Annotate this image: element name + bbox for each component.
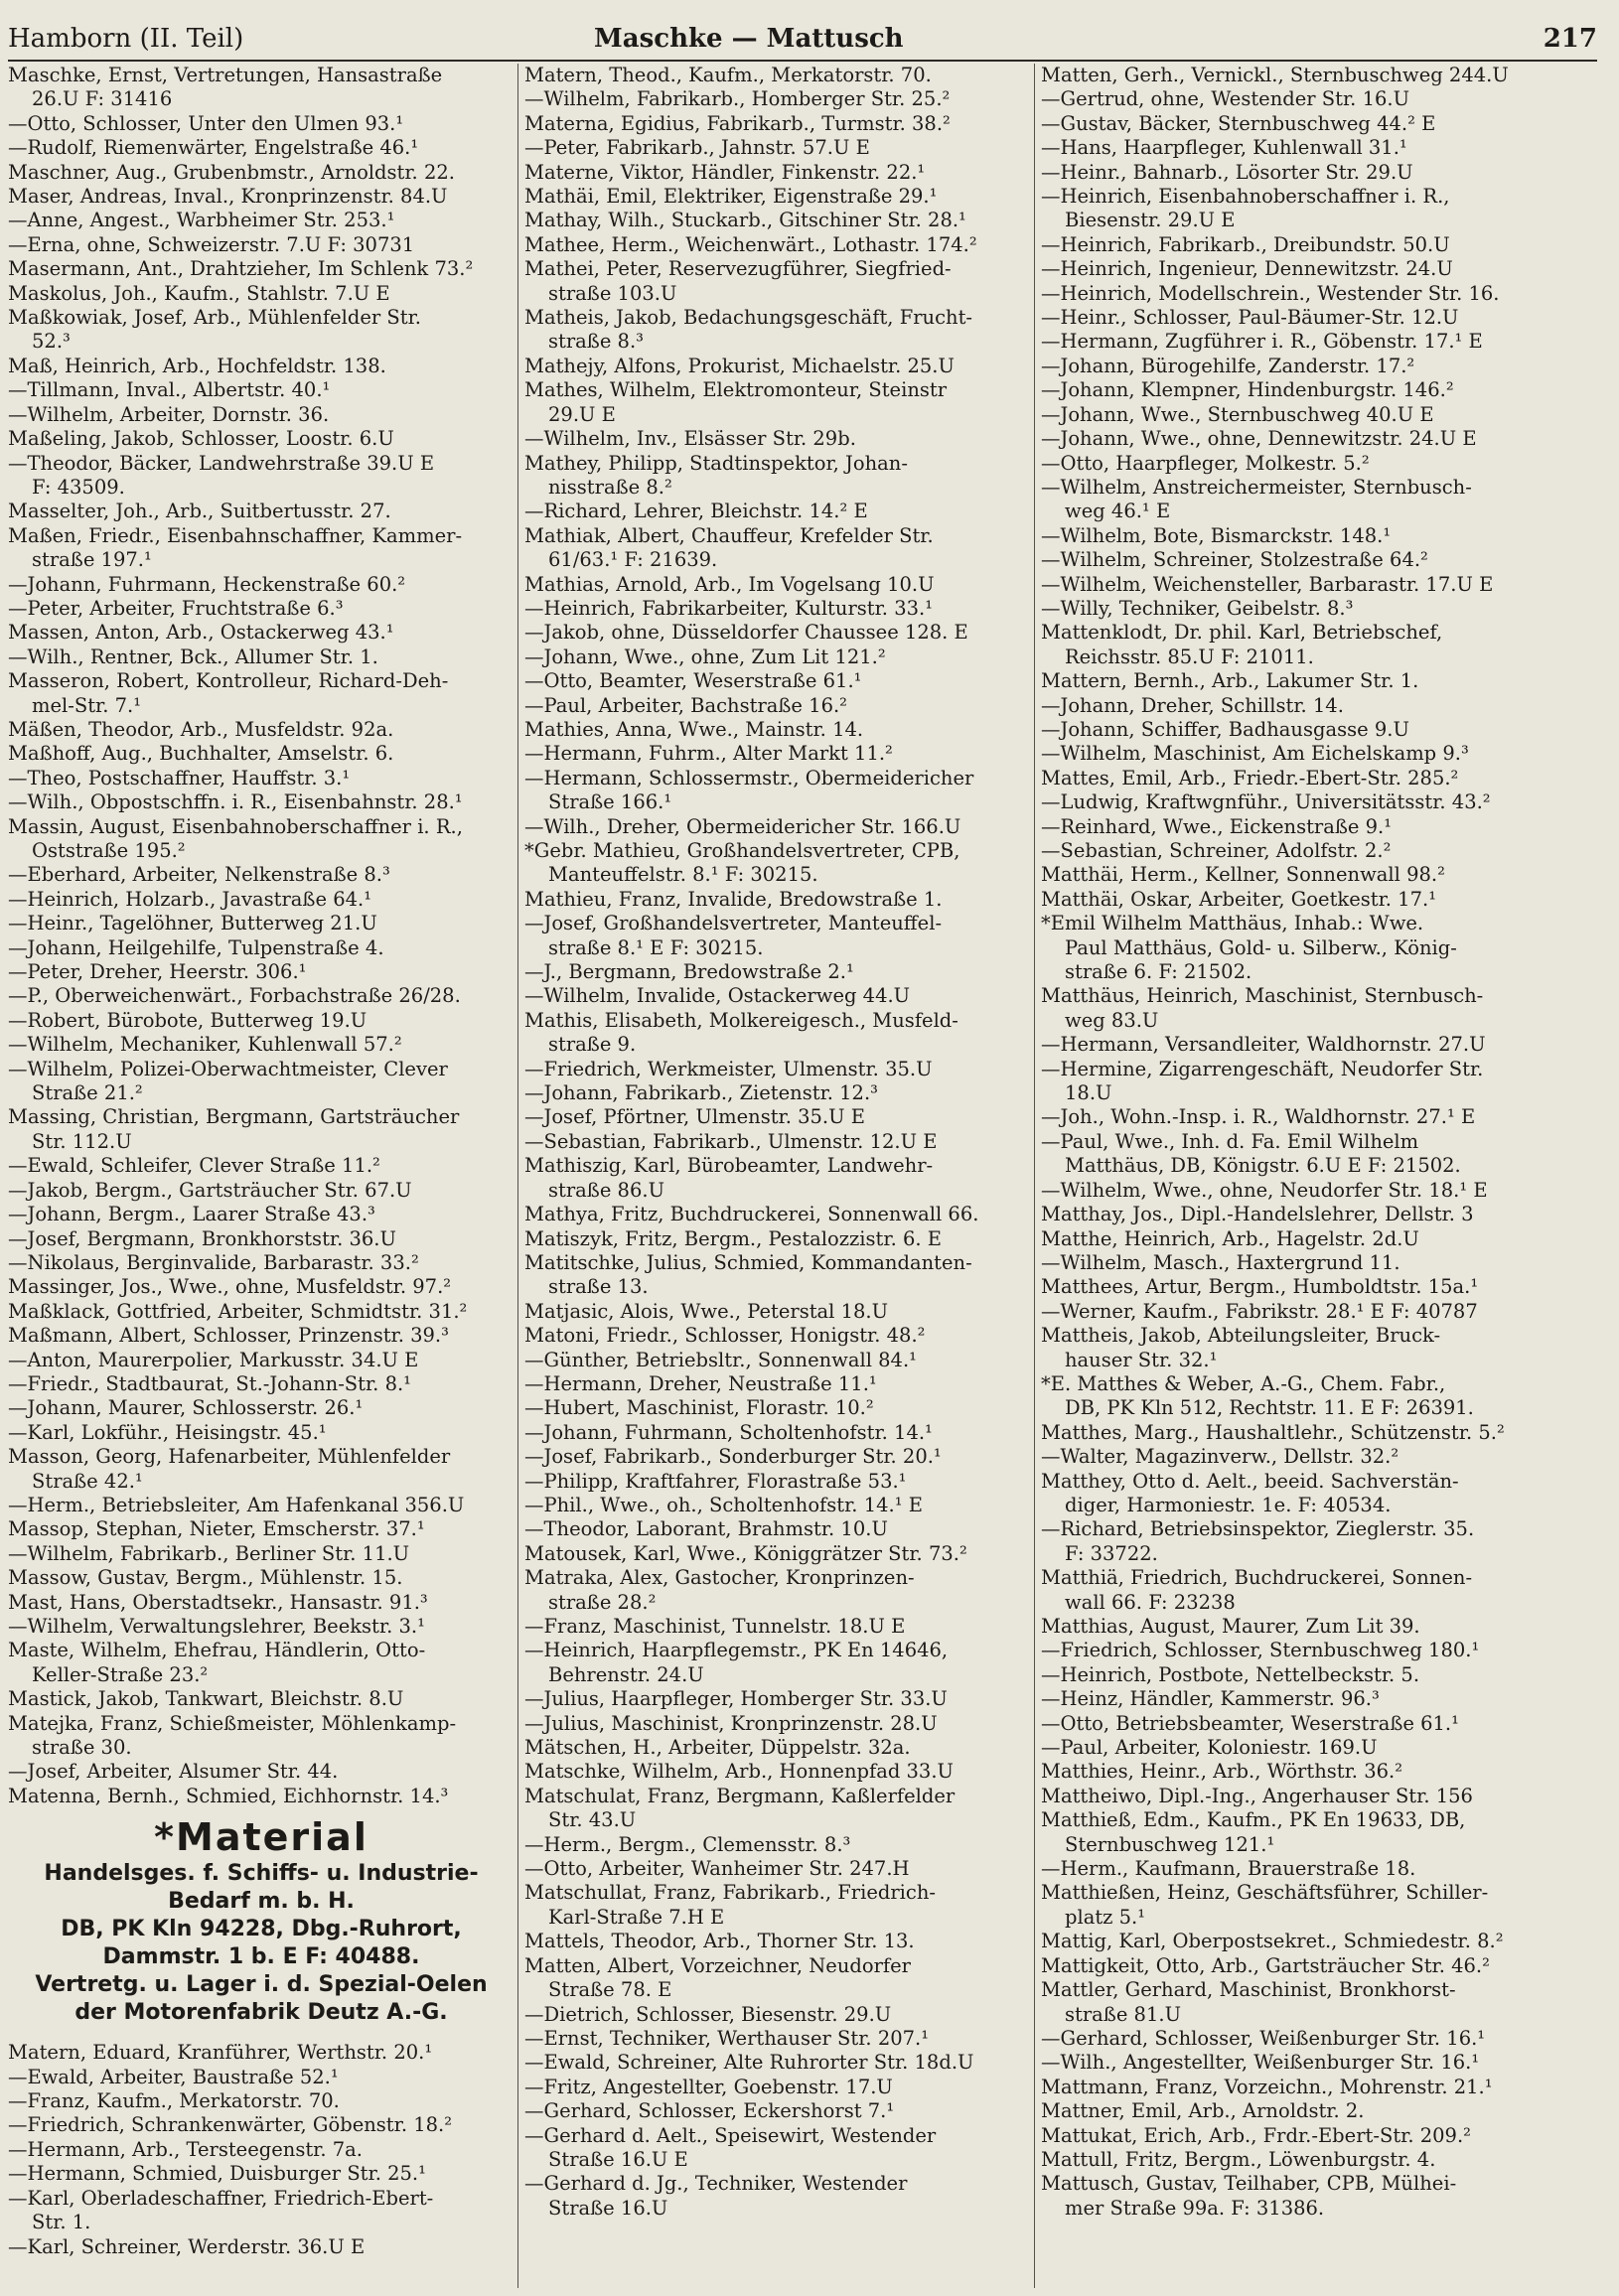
directory-entry: —Ewald, Schleifer, Clever Straße 11.²: [8, 1154, 380, 1178]
directory-entry: —Nikolaus, Berginvalide, Barbarastr. 33.²: [8, 1250, 419, 1274]
directory-entry: Matthay, Jos., Dipl.-Handelslehrer, Dellstr. 3: [1041, 1203, 1474, 1226]
directory-entry: —Josef, Fabrikarb., Sonderburger Str. 20.¹: [524, 1445, 942, 1469]
directory-entry: —Gustav, Bäcker, Sternbuschweg 44.² E: [1041, 111, 1436, 135]
directory-entry: straße 197.¹: [32, 548, 152, 572]
column-2: [524, 64, 1031, 2288]
directory-entry: mel-Str. 7.¹: [32, 693, 142, 717]
directory-entry: Matern, Theod., Kaufm., Merkatorstr. 70.: [524, 64, 932, 86]
directory-entry: —Otto, Beamter, Weserstraße 61.¹: [524, 669, 862, 693]
directory-entry: Mathiszig, Karl, Bürobeamter, Landwehr-: [524, 1154, 934, 1178]
directory-entry: —Theodor, Laborant, Brahmstr. 10.U: [524, 1517, 888, 1541]
directory-entry: —Dietrich, Schlosser, Biesenstr. 29.U: [524, 2002, 892, 2026]
directory-entry: —Otto, Betriebsbeamter, Weserstraße 61.¹: [1041, 1711, 1459, 1735]
directory-entry: wall 66. F: 23238: [1065, 1590, 1236, 1614]
directory-entry: Mathey, Philipp, Stadtinspektor, Johan-: [524, 451, 908, 475]
directory-entry: —Friedr., Stadtbaurat, St.-Johann-Str. 8.¹: [8, 1371, 411, 1395]
directory-entry: —Johann, Maurer, Schlosserstr. 26.¹: [8, 1396, 364, 1420]
directory-entry: Masermann, Ant., Drahtzieher, Im Schlenk 73.²: [8, 257, 474, 281]
directory-entry: —Wilhelm, Verwaltungslehrer, Beekstr. 3.¹: [8, 1615, 425, 1638]
directory-entry: —Sebastian, Fabrikarb., Ulmenstr. 12.U E: [524, 1129, 938, 1153]
directory-entry: —Heinr., Bahnarb., Lösorter Str. 29.U: [1041, 160, 1413, 184]
directory-entry: Matraka, Alex, Gastocher, Kronprinzen-: [524, 1566, 915, 1590]
advertisement-title: *Material: [154, 1815, 368, 1860]
directory-entry: —Josef, Großhandelsvertreter, Manteuffel-: [524, 912, 943, 935]
directory-entry: —Philipp, Kraftfahrer, Florastraße 53.¹: [524, 1469, 907, 1493]
directory-entry: —Franz, Maschinist, Tunnelstr. 18.U E: [524, 1615, 906, 1638]
directory-entry: Str. 43.U: [548, 1808, 637, 1832]
directory-entry: —Heinrich, Fabrikarbeiter, Kulturstr. 33.¹: [524, 596, 934, 620]
directory-entry: Mattheis, Jakob, Abteilungsleiter, Bruck-: [1041, 1324, 1441, 1348]
directory-entry: —Wilh., Obpostschffn. i. R., Eisenbahnstr. 28.¹: [8, 790, 463, 814]
section-title: Hamborn (II. Teil): [8, 24, 244, 54]
directory-entry: —Karl, Lokführ., Heisingstr. 45.¹: [8, 1420, 327, 1444]
directory-entry: Mattels, Theodor, Arb., Thorner Str. 13.: [524, 1930, 915, 1953]
directory-entry: Mathya, Fritz, Buchdruckerei, Sonnenwall 66.: [524, 1203, 979, 1226]
directory-entry: —Ernst, Techniker, Werthauser Str. 207.¹: [524, 2026, 930, 2050]
directory-entry: —Gerhard, Schlosser, Weißenburger Str. 16.¹: [1041, 2026, 1486, 2050]
directory-entry: Straße 166.¹: [548, 790, 672, 814]
directory-entry: Mathiak, Albert, Chauffeur, Krefelder Str.: [524, 523, 934, 547]
directory-entry: Keller-Straße 23.²: [32, 1662, 209, 1686]
directory-entry: Matthießen, Heinz, Geschäftsführer, Schiller-: [1041, 1881, 1489, 1905]
directory-entry: Manteuffelstr. 8.¹ F: 30215.: [548, 863, 818, 887]
directory-entry: Reichsstr. 85.U F: 21011.: [1065, 645, 1314, 668]
directory-entry: Mathei, Peter, Reservezugführer, Siegfried-: [524, 257, 952, 281]
directory-entry: —Günther, Betriebsltr., Sonnenwall 84.¹: [524, 1348, 917, 1371]
directory-entry: Straße 16.U E: [548, 2147, 688, 2171]
directory-entry: —Wilh., Rentner, Bck., Allumer Str. 1.: [8, 645, 378, 668]
directory-entry: platz 5.¹: [1065, 1905, 1146, 1929]
directory-entry: —Reinhard, Wwe., Eickenstraße 9.¹: [1041, 814, 1393, 838]
directory-entry: —Anne, Angest., Warbheimer Str. 253.¹: [8, 209, 395, 232]
directory-entry: Matousek, Karl, Wwe., Königgrätzer Str. 73.²: [524, 1541, 967, 1565]
directory-entry: straße 28.²: [548, 1590, 657, 1614]
directory-entry: Matthias, August, Maurer, Zum Lit 39.: [1041, 1615, 1420, 1638]
directory-entry: Mattukat, Erich, Arb., Frdr.-Ebert-Str. 209.²: [1041, 2123, 1471, 2147]
directory-entry: —Heinz, Händler, Kammerstr. 96.³: [1041, 1687, 1380, 1711]
directory-entry: straße 103.U: [548, 281, 677, 305]
directory-entry: —Johann, Bergm., Laarer Straße 43.³: [8, 1203, 375, 1226]
directory-entry: —Peter, Fabrikarb., Jahnstr. 57.U E: [524, 136, 870, 160]
directory-entry: —Phil., Wwe., oh., Scholtenhofstr. 14.¹ E: [524, 1493, 923, 1516]
directory-entry: Matten, Albert, Vorzeichner, Neudorfer: [524, 1953, 912, 1977]
directory-entry: straße 6. F: 21502.: [1065, 960, 1252, 984]
directory-entry: —Hermann, Versandleiter, Waldhornstr. 27.U: [1041, 1033, 1486, 1057]
directory-entry: Massow, Gustav, Bergm., Mühlenstr. 15.: [8, 1566, 403, 1590]
directory-entry: —Wilhelm, Schreiner, Stolzestraße 64.²: [1041, 548, 1428, 572]
directory-entry: —Heinrich, Haarpflegemstr., PK En 14646,: [524, 1639, 949, 1662]
directory-entry: —Wilh., Dreher, Obermeidericher Str. 166.U: [524, 814, 961, 838]
directory-entry: —Wilhelm, Arbeiter, Dornstr. 36.: [8, 402, 330, 426]
directory-entry: straße 81.U: [1065, 2002, 1181, 2026]
directory-entry: —Josef, Bergmann, Bronkhorststr. 36.U: [8, 1226, 396, 1250]
directory-entry: —Peter, Arbeiter, Fruchtstraße 6.³: [8, 596, 344, 620]
advertisement-line: Vertretg. u. Lager i. d. Spezial-Oelen: [35, 1972, 488, 1998]
directory-entry: Mattmann, Franz, Vorzeichn., Mohrenstr. 21.¹: [1041, 2075, 1493, 2098]
directory-entry: Matitschke, Julius, Schmied, Kommandanten-: [524, 1250, 972, 1274]
directory-entry: Matten, Gerh., Vernickl., Sternbuschweg 244.U: [1041, 64, 1509, 86]
directory-entry: —Otto, Schlosser, Unter den Ulmen 93.¹: [8, 111, 404, 135]
directory-entry: —Werner, Kaufm., Fabrikstr. 28.¹ E F: 40787: [1041, 1299, 1478, 1323]
directory-entry: —Julius, Maschinist, Kronprinzenstr. 28.U: [524, 1711, 938, 1735]
directory-entry: Massen, Anton, Arb., Ostackerweg 43.¹: [8, 621, 394, 645]
advertisement: [8, 1814, 515, 2027]
directory-entry: —Johann, Bürogehilfe, Zanderstr. 17.²: [1041, 354, 1415, 377]
directory-entry: Massop, Stephan, Nieter, Emscherstr. 37.¹: [8, 1517, 425, 1541]
directory-entry: —Johann, Schiffer, Badhausgasse 9.U: [1041, 717, 1409, 741]
column-divider: [1034, 64, 1035, 2288]
directory-entry: F: 43509.: [32, 475, 125, 499]
directory-entry: Oststraße 195.²: [32, 839, 186, 862]
advertisement-line: Dammstr. 1 b. E F: 40488.: [102, 1944, 420, 1970]
directory-entry: Mathieu, Franz, Invalide, Bredowstraße 1.: [524, 887, 943, 911]
directory-entry: —Heinrich, Modellschrein., Westender Str. 16.: [1041, 281, 1500, 305]
directory-entry: Matheis, Jakob, Bedachungsgeschäft, Frucht-: [524, 306, 973, 330]
directory-entry: Matthey, Otto d. Aelt., beeid. Sachverstän-: [1041, 1469, 1459, 1493]
directory-entry: —Johann, Wwe., Sternbuschweg 40.U E: [1041, 402, 1434, 426]
directory-entry: —Otto, Haarpfleger, Molkestr. 5.²: [1041, 451, 1370, 475]
directory-entry: —Hermann, Schmied, Duisburger Str. 25.¹: [8, 2162, 426, 2186]
directory-entry: Maser, Andreas, Inval., Kronprinzenstr. 84.U: [8, 185, 448, 209]
directory-entry: Mäßen, Theodor, Arb., Musfeldstr. 92a.: [8, 717, 394, 741]
directory-entry: diger, Harmoniestr. 1e. F: 40534.: [1065, 1493, 1392, 1516]
directory-entry: Matthieß, Edm., Kaufm., PK En 19633, DB,: [1041, 1808, 1466, 1832]
directory-entry: Mathee, Herm., Weichenwärt., Lothastr. 174.²: [524, 232, 977, 256]
directory-entry: Matern, Eduard, Kranführer, Werthstr. 20.¹: [8, 2041, 433, 2065]
directory-entry: —Robert, Bürobote, Butterweg 19.U: [8, 1008, 368, 1032]
directory-entry: —Friedrich, Werkmeister, Ulmenstr. 35.U: [524, 1057, 933, 1080]
directory-entry: Matthe, Heinrich, Arb., Hagelstr. 2d.U: [1041, 1226, 1419, 1250]
page-number: 217: [1543, 24, 1597, 54]
directory-entry: Mattheiwo, Dipl.-Ing., Angerhauser Str. 156: [1041, 1784, 1473, 1807]
directory-entry: Mattusch, Gustav, Teilhaber, CPB, Mülhei-: [1041, 2172, 1457, 2196]
directory-entry: —Hermine, Zigarrengeschäft, Neudorfer Str.: [1041, 1057, 1484, 1080]
directory-entry: —Heinr., Tagelöhner, Butterweg 21.U: [8, 912, 377, 935]
directory-entry: —Paul, Wwe., Inh. d. Fa. Emil Wilhelm: [1041, 1129, 1419, 1153]
directory-entry: Straße 21.²: [32, 1081, 143, 1105]
directory-entry: —Jakob, ohne, Düsseldorfer Chaussee 128. E: [524, 621, 968, 645]
directory-entry: —Heinrich, Holzarb., Javastraße 64.¹: [8, 887, 372, 911]
directory-entry: Matthäus, Heinrich, Maschinist, Sternbusch-: [1041, 984, 1484, 1008]
directory-entry: —Theodor, Bäcker, Landwehrstraße 39.U E: [8, 451, 435, 475]
directory-entry: Mast, Hans, Oberstadtsekr., Hansastr. 91.³: [8, 1590, 428, 1614]
directory-entry: —Jakob, Bergm., Gartsträucher Str. 67.U: [8, 1178, 412, 1202]
directory-entry: Maßeling, Jakob, Schlosser, Loostr. 6.U: [8, 427, 394, 451]
directory-entry: Matthäi, Oskar, Arbeiter, Goetkestr. 17.¹: [1041, 887, 1437, 911]
directory-entry: Matschke, Wilhelm, Arb., Honnenpfad 33.U: [524, 1760, 954, 1784]
directory-entry: 29.U E: [548, 402, 616, 426]
directory-entry: Matthiä, Friedrich, Buchdruckerei, Sonnen-: [1041, 1566, 1473, 1590]
directory-entry: DB, PK Kln 512, Rechtstr. 11. E F: 26391.: [1065, 1396, 1474, 1420]
directory-entry: straße 13.: [548, 1275, 649, 1299]
directory-entry: *E. Matthes & Weber, A.-G., Chem. Fabr.,: [1041, 1371, 1446, 1395]
column-1: [8, 64, 515, 2288]
directory-entry: Mattern, Bernh., Arb., Lakumer Str. 1.: [1041, 669, 1419, 693]
directory-entry: —Wilhelm, Polizei-Oberwachtmeister, Clever: [8, 1057, 448, 1080]
directory-entry: —Anton, Maurerpolier, Markusstr. 34.U E: [8, 1348, 419, 1371]
directory-entry: Mattig, Karl, Oberpostsekret., Schmiedestr. 8.²: [1041, 1930, 1504, 1953]
directory-entry: Behrenstr. 24.U: [548, 1662, 704, 1686]
directory-entry: Maß, Heinrich, Arb., Hochfeldstr. 138.: [8, 354, 386, 377]
directory-entry: Karl-Straße 7.H E: [548, 1905, 725, 1929]
directory-entry: —Peter, Dreher, Heerstr. 306.¹: [8, 960, 307, 984]
directory-entry: nisstraße 8.²: [548, 475, 672, 499]
directory-entry: —Wilhelm, Invalide, Ostackerweg 44.U: [524, 984, 911, 1008]
directory-entry: —Herm., Kaufmann, Brauerstraße 18.: [1041, 1857, 1416, 1881]
directory-entry: —Heinrich, Postbote, Nettelbeckstr. 5.: [1041, 1662, 1420, 1686]
directory-entry: Masselter, Joh., Arb., Suitbertusstr. 27.: [8, 500, 391, 523]
directory-entry: Mattner, Emil, Arb., Arnoldstr. 2.: [1041, 2099, 1365, 2123]
directory-entry: —Hermann, Arb., Tersteegenstr. 7a.: [8, 2137, 363, 2161]
directory-entry: —Wilhelm, Fabrikarb., Homberger Str. 25.²: [524, 87, 951, 111]
directory-entry: —Wilhelm, Wwe., ohne, Neudorfer Str. 18.¹ E: [1041, 1178, 1488, 1202]
directory-entry: Straße 16.U: [548, 2196, 668, 2220]
directory-entry: Mastick, Jakob, Tankwart, Bleichstr. 8.U: [8, 1687, 404, 1711]
directory-entry: F: 33722.: [1065, 1541, 1158, 1565]
directory-entry: 26.U F: 31416: [32, 87, 173, 111]
directory-entry: Matthees, Artur, Bergm., Humboldtstr. 15a.¹: [1041, 1275, 1479, 1299]
directory-entry: —Johann, Fuhrmann, Heckenstraße 60.²: [8, 572, 406, 596]
directory-entry: Matschullat, Franz, Fabrikarb., Friedrich-: [524, 1881, 936, 1905]
directory-entry: Matjasic, Alois, Wwe., Peterstal 18.U: [524, 1299, 889, 1323]
directory-entry: Mattigkeit, Otto, Arb., Gartsträucher Str. 46.²: [1041, 1953, 1490, 1977]
directory-entry: —Hermann, Dreher, Neustraße 11.¹: [524, 1371, 877, 1395]
directory-entry: —Herm., Betriebsleiter, Am Hafenkanal 356.U: [8, 1493, 465, 1516]
directory-entry: —Hubert, Maschinist, Florastr. 10.²: [524, 1396, 874, 1420]
directory-entry: —Hermann, Schlossermstr., Obermeidericher: [524, 766, 974, 789]
directory-entry: Masseron, Robert, Kontrolleur, Richard-Deh-: [8, 669, 449, 693]
directory-entry: —Theo, Postschaffner, Hauffstr. 3.¹: [8, 766, 351, 789]
directory-entry: Maschke, Ernst, Vertretungen, Hansastraße: [8, 64, 443, 86]
directory-entry: —Gerhard d. Jg., Techniker, Westender: [524, 2172, 908, 2196]
directory-entry: 18.U: [1065, 1081, 1112, 1105]
directory-entry: Matthäi, Herm., Kellner, Sonnenwall 98.²: [1041, 863, 1445, 887]
directory-entry: —Wilhelm, Masch., Haxtergrund 11.: [1041, 1250, 1400, 1274]
directory-entry: —Wilh., Angestellter, Weißenburger Str. 16.¹: [1041, 2051, 1480, 2075]
directory-entry: —Gerhard d. Aelt., Speisewirt, Westender: [524, 2123, 937, 2147]
directory-entry: —Franz, Kaufm., Merkatorstr. 70.: [8, 2089, 340, 2113]
directory-entry: Maste, Wilhelm, Ehefrau, Händlerin, Otto-: [8, 1639, 426, 1662]
directory-entry: Maschner, Aug., Grubenbmstr., Arnoldstr. 22.: [8, 160, 455, 184]
directory-entry: —Heinrich, Fabrikarb., Dreibundstr. 50.U: [1041, 232, 1450, 256]
directory-entry: —Wilhelm, Maschinist, Am Eichelskamp 9.³: [1041, 742, 1469, 766]
directory-entry: Matiszyk, Fritz, Bergm., Pestalozzistr. 6. E: [524, 1226, 943, 1250]
directory-entry: —Friedrich, Schlosser, Sternbuschweg 180.¹: [1041, 1639, 1480, 1662]
directory-entry: Paul Matthäus, Gold- u. Silberw., König-: [1065, 935, 1457, 959]
directory-entry: —Sebastian, Schreiner, Adolfstr. 2.²: [1041, 839, 1392, 862]
directory-entry: —Johann, Heilgehilfe, Tulpenstraße 4.: [8, 935, 384, 959]
directory-entry: Massing, Christian, Bergmann, Gartsträucher: [8, 1105, 460, 1129]
directory-entry: —Heinrich, Ingenieur, Dennewitzstr. 24.U: [1041, 257, 1453, 281]
directory-entry: —Wilhelm, Mechaniker, Kuhlenwall 57.²: [8, 1033, 402, 1057]
directory-entry: —Heinr., Schlosser, Paul-Bäumer-Str. 12.U: [1041, 306, 1459, 330]
directory-entry: —Gertrud, ohne, Westender Str. 16.U: [1041, 87, 1410, 111]
directory-entry: Matthäus, DB, Königstr. 6.U E F: 21502.: [1065, 1154, 1461, 1178]
directory-entry: mer Straße 99a. F: 31386.: [1065, 2196, 1325, 2220]
directory-entry: Maskolus, Joh., Kaufm., Stahlstr. 7.U E: [8, 281, 390, 305]
directory-entry: —Richard, Lehrer, Bleichstr. 14.² E: [524, 500, 868, 523]
directory-entry: Matschulat, Franz, Bergmann, Kaßlerfelder: [524, 1784, 956, 1807]
directory-entry: straße 8.¹ E F: 30215.: [548, 935, 764, 959]
directory-entry: —Gerhard, Schlosser, Eckershorst 7.¹: [524, 2099, 895, 2123]
directory-entry: —Johann, Fabrikarb., Zietenstr. 12.³: [524, 1081, 878, 1105]
directory-entry: —Hermann, Zugführer i. R., Göbenstr. 17.¹ E: [1041, 330, 1483, 354]
directory-entry: Mattenklodt, Dr. phil. Karl, Betriebschef,: [1041, 621, 1443, 645]
directory-entry: Mattler, Gerhard, Maschinist, Bronkhorst-: [1041, 1978, 1456, 2002]
directory-entry: Mathejy, Alfons, Prokurist, Michaelstr. 25.U: [524, 354, 955, 377]
column-divider: [517, 64, 518, 2288]
directory-entry: Materne, Viktor, Händler, Finkenstr. 22.¹: [524, 160, 926, 184]
directory-entry: Mätschen, H., Arbeiter, Düppelstr. 32a.: [524, 1736, 911, 1760]
directory-entry: —Heinrich, Eisenbahnoberschaffner i. R.,: [1041, 185, 1450, 209]
directory-entry: —Johann, Wwe., ohne, Dennewitzstr. 24.U E: [1041, 427, 1477, 451]
directory-entry: Matthies, Heinr., Arb., Wörthstr. 36.²: [1041, 1760, 1403, 1784]
directory-entry: —Wilhelm, Fabrikarb., Berliner Str. 11.U: [8, 1541, 410, 1565]
directory-entry: *Emil Wilhelm Matthäus, Inhab.: Wwe.: [1041, 912, 1424, 935]
directory-entry: Matthes, Marg., Haushaltlehr., Schützenstr. 5.²: [1041, 1420, 1505, 1444]
directory-entry: Massinger, Jos., Wwe., ohne, Musfeldstr. 97.²: [8, 1275, 452, 1299]
directory-entry: Matoni, Friedr., Schlosser, Honigstr. 48.²: [524, 1324, 926, 1348]
directory-entry: Sternbuschweg 121.¹: [1065, 1832, 1275, 1856]
directory-entry: 61/63.¹ F: 21639.: [548, 548, 718, 572]
directory-entry: —Hans, Haarpfleger, Kuhlenwall 31.¹: [1041, 136, 1407, 160]
directory-entry: —Josef, Pförtner, Ulmenstr. 35.U E: [524, 1105, 865, 1129]
directory-entry: Masson, Georg, Hafenarbeiter, Mühlenfelder: [8, 1445, 451, 1469]
directory-entry: 52.³: [32, 330, 71, 354]
directory-entry: Mattull, Fritz, Bergm., Löwenburgstr. 4.: [1041, 2147, 1436, 2171]
name-range: Maschke — Mattusch: [594, 24, 904, 54]
advertisement-line: Handelsges. f. Schiffs- u. Industrie-Bedarf m. b. H.: [44, 1861, 479, 1915]
directory-entry: —Friedrich, Schrankenwärter, Göbenstr. 18.²: [8, 2113, 453, 2137]
directory-entry: Mathay, Wilh., Stuckarb., Gitschiner Str. 28.¹: [524, 209, 966, 232]
page-header: [8, 24, 1597, 62]
directory-entry: —Johann, Dreher, Schillstr. 14.: [1041, 693, 1344, 717]
directory-entry: Mathes, Wilhelm, Elektromonteur, Steinstr: [524, 378, 948, 402]
directory-entry: —Hermann, Fuhrm., Alter Markt 11.²: [524, 742, 893, 766]
directory-entry: —Johann, Fuhrmann, Scholtenhofstr. 14.¹: [524, 1420, 933, 1444]
directory-entry: Biesenstr. 29.U E: [1065, 209, 1236, 232]
directory-entry: Mathias, Arnold, Arb., Im Vogelsang 10.U: [524, 572, 935, 596]
directory-entry: —Julius, Haarpfleger, Homberger Str. 33.U: [524, 1687, 948, 1711]
directory-entry: —Johann, Klempner, Hindenburgstr. 146.²: [1041, 378, 1454, 402]
directory-entry: —Herm., Bergm., Clemensstr. 8.³: [524, 1832, 851, 1856]
directory-entry: Mathies, Anna, Wwe., Mainstr. 14.: [524, 717, 864, 741]
directory-entry: Straße 78. E: [548, 1978, 672, 2002]
directory-entry: —Richard, Betriebsinspektor, Zieglerstr. 35.: [1041, 1517, 1475, 1541]
directory-entry: —Ewald, Schreiner, Alte Ruhrorter Str. 18d.U: [524, 2051, 974, 2075]
directory-entry: —Wilhelm, Inv., Elsässer Str. 29b.: [524, 427, 856, 451]
advertisement-line: der Motorenfabrik Deutz A.-G.: [74, 2000, 448, 2026]
directory-entry: Matejka, Franz, Schießmeister, Möhlenkamp-: [8, 1711, 457, 1735]
directory-entry: —Paul, Arbeiter, Koloniestr. 169.U: [1041, 1736, 1378, 1760]
advertisement-line: DB, PK Kln 94228, Dbg.-Ruhrort,: [61, 1917, 462, 1942]
directory-entry: —Wilhelm, Anstreichermeister, Sternbusch-: [1041, 475, 1472, 499]
directory-entry: Materna, Egidius, Fabrikarb., Turmstr. 38.²: [524, 111, 951, 135]
directory-entry: straße 30.: [32, 1736, 132, 1760]
directory-entry: —Otto, Arbeiter, Wanheimer Str. 247.H: [524, 1857, 910, 1881]
directory-entry: —Karl, Oberladeschaffner, Friedrich-Ebert-: [8, 2186, 434, 2210]
directory-entry: weg 46.¹ E: [1065, 500, 1171, 523]
directory-entry: Maßkowiak, Josef, Arb., Mühlenfelder Str.: [8, 306, 421, 330]
column-3: [1041, 64, 1597, 2288]
directory-entry: —Johann, Wwe., ohne, Zum Lit 121.²: [524, 645, 886, 668]
directory-entry: Str. 1.: [32, 2211, 91, 2234]
directory-entry: —Karl, Schreiner, Werderstr. 36.U E: [8, 2234, 366, 2258]
directory-entry: straße 8.³: [548, 330, 644, 354]
directory-entry: Matenna, Bernh., Schmied, Eichhornstr. 14.³: [8, 1784, 449, 1807]
directory-entry: —Wilhelm, Bote, Bismarckstr. 148.¹: [1041, 523, 1392, 547]
directory-entry: —Willy, Techniker, Geibelstr. 8.³: [1041, 596, 1354, 620]
directory-entry: —Rudolf, Riemenwärter, Engelstraße 46.¹: [8, 136, 419, 160]
directory-entry: —Paul, Arbeiter, Bachstraße 16.²: [524, 693, 847, 717]
directory-entry: straße 9.: [548, 1033, 637, 1057]
directory-entry: Maßklack, Gottfried, Arbeiter, Schmidtstr. 31.²: [8, 1299, 468, 1323]
directory-entry: Str. 112.U: [32, 1129, 132, 1153]
directory-entry: —Walter, Magazinverw., Dellstr. 32.²: [1041, 1445, 1399, 1469]
directory-entry: Mathis, Elisabeth, Molkereigesch., Musfeld-: [524, 1008, 958, 1032]
directory-entry: hauser Str. 32.¹: [1065, 1348, 1218, 1371]
directory-entry: —P., Oberweichenwärt., Forbachstraße 26/28.: [8, 984, 461, 1008]
directory-entry: Maßhoff, Aug., Buchhalter, Amselstr. 6.: [8, 742, 394, 766]
directory-entry: straße 86.U: [548, 1178, 664, 1202]
directory-entry: —Fritz, Angestellter, Goebenstr. 17.U: [524, 2075, 893, 2098]
directory-entry: —Josef, Arbeiter, Alsumer Str. 44.: [8, 1760, 339, 1784]
directory-entry: —Tillmann, Inval., Albertstr. 40.¹: [8, 378, 331, 402]
directory-entry: —Ewald, Arbeiter, Baustraße 52.¹: [8, 2065, 339, 2088]
directory-entry: Mattes, Emil, Arb., Friedr.-Ebert-Str. 285.²: [1041, 766, 1459, 789]
directory-entry: weg 83.U: [1065, 1008, 1159, 1032]
directory-entry: *Gebr. Mathieu, Großhandelsvertreter, CPB,: [524, 839, 960, 862]
directory-entry: —J., Bergmann, Bredowstraße 2.¹: [524, 960, 854, 984]
directory-entry: —Wilhelm, Weichensteller, Barbarastr. 17.U E: [1041, 572, 1494, 596]
directory-entry: Straße 42.¹: [32, 1469, 143, 1493]
directory-entry: Mathäi, Emil, Elektriker, Eigenstraße 29.¹: [524, 185, 938, 209]
directory-entry: Maßmann, Albert, Schlosser, Prinzenstr. 39.³: [8, 1324, 449, 1348]
directory-entry: —Erna, ohne, Schweizerstr. 7.U F: 30731: [8, 232, 415, 256]
directory-entry: Massin, August, Eisenbahnoberschaffner i. R.,: [8, 814, 463, 838]
directory-entry: Maßen, Friedr., Eisenbahnschaffner, Kammer-: [8, 523, 463, 547]
directory-entry: —Eberhard, Arbeiter, Nelkenstraße 8.³: [8, 863, 390, 887]
directory-entry: —Joh., Wohn.-Insp. i. R., Waldhornstr. 27.¹ E: [1041, 1105, 1476, 1129]
directory-entry: —Ludwig, Kraftwgnführ., Universitätsstr. 43.²: [1041, 790, 1491, 814]
